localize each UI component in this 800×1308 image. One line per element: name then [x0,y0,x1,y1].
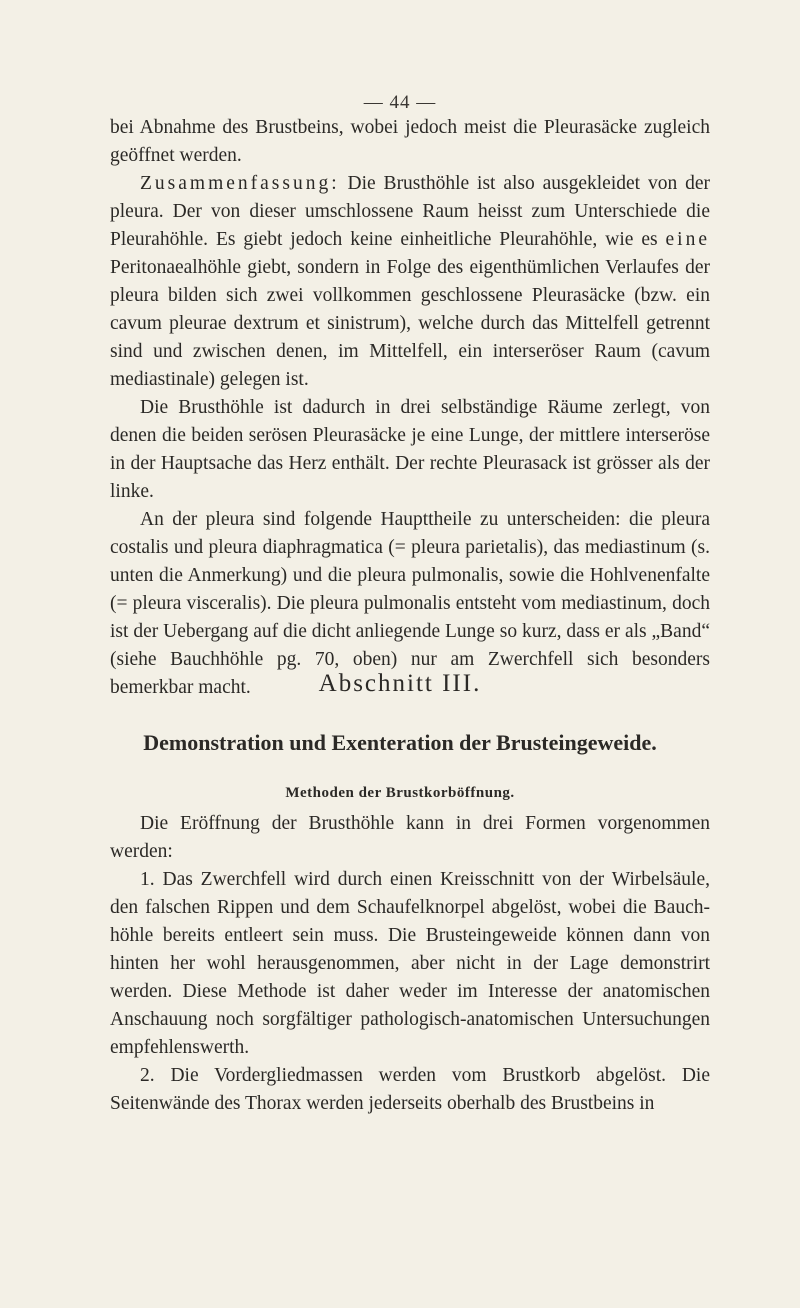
paragraph-chest-cavity: Die Brusthöhle ist dadurch in drei selbständige Räume zerlegt, von denen die beiden serösen Pleurasäcke je eine Lunge, der mittlere interseröse in der Hauptsache das Herz enthält. Der rechte Pleurasack ist grösser als der linke. [110,397,710,502]
paragraph-opening-intro: Die Eröffnung der Brusthöhle kann in drei Formen vorgenommen werden: [110,813,710,862]
paragraph-method-2: 2. Die Vordergliedmassen werden vom Brustkorb abgelöst. Die Seitenwände des Thorax werden jederseits oberhalb des Brustbeins in [110,1065,710,1114]
section-heading: Abschnitt III. [318,670,482,697]
upper-text-block [110,114,710,702]
summary-text-part2: Peritonaealhöhle giebt, sondern in Folge des eigenthümlichen Verlaufes der pleura bilden sich zwei vollkommen geschlossene Pleurasäcke (bzw. ein cavum pleurae dextrum et sinistrum), welche durch das Mittelfell getrennt sind und zwischen denen, im Mittelfell, ein interseröser Raum (cavum mediastinale) gelegen ist. [110,257,710,390]
chapter-title: Demonstration und Exenteration der Brusteingeweide. [143,730,657,755]
paragraph-pleura-parts: An der pleura sind folgende Haupttheile zu unterscheiden: die pleura costalis und pleura diaphragmatica (= pleura parietalis), das mediastinum (s. unten die Anmerkung) und die pleura pulmonalis, sowie die Hohlvenenfalte (= pleura visceralis). Die pleura pulmonalis entsteht vom mediastinum, doch ist der Uebergang auf die dicht anliegende Lunge so kurz, dass er als „Band“ (siehe Bauchhöhle pg. 70, oben) nur am Zwerchfell sich besonders bemerkbar macht. [110,509,710,698]
summary-text-part1: Die Brusthöhle ist also ausgekleidet von der pleura. Der von dieser umschlossene Raum heisst zum Unterschiede die Pleurahöhle. Es giebt jedoch keine einheitliche Pleurahöhle, wie es [110,173,710,250]
summary-emphasis-eine: eine [665,229,710,250]
page-number: — 44 — [363,92,437,113]
paragraph-summary [110,170,710,394]
paragraph-continuation: bei Abnahme des Brustbeins, wobei jedoch meist die Pleurasäcke zugleich geöffnet werden. [110,117,710,166]
summary-label: Zusammenfassung: [140,173,340,194]
lower-text-block [110,810,710,1118]
subheading: Methoden der Brustkorböffnung. [285,785,515,801]
paragraph-method-1: 1. Das Zwerchfell wird durch einen Kreisschnitt von der Wirbelsäule, den falschen Rippen und dem Schaufelknorpel abgelöst, wobei die Bauchhöhle bereits entleert sein muss. Die Brusteingeweide können dann von hinten her wohl herausgenommen, aber nicht in der Lage demonstrirt werden. Diese Methode ist daher weder im Interesse der anatomischen Anschauung noch sorgfältiger pathologisch-anatomischen Untersuchungen empfehlenswerth. [110,869,710,1058]
